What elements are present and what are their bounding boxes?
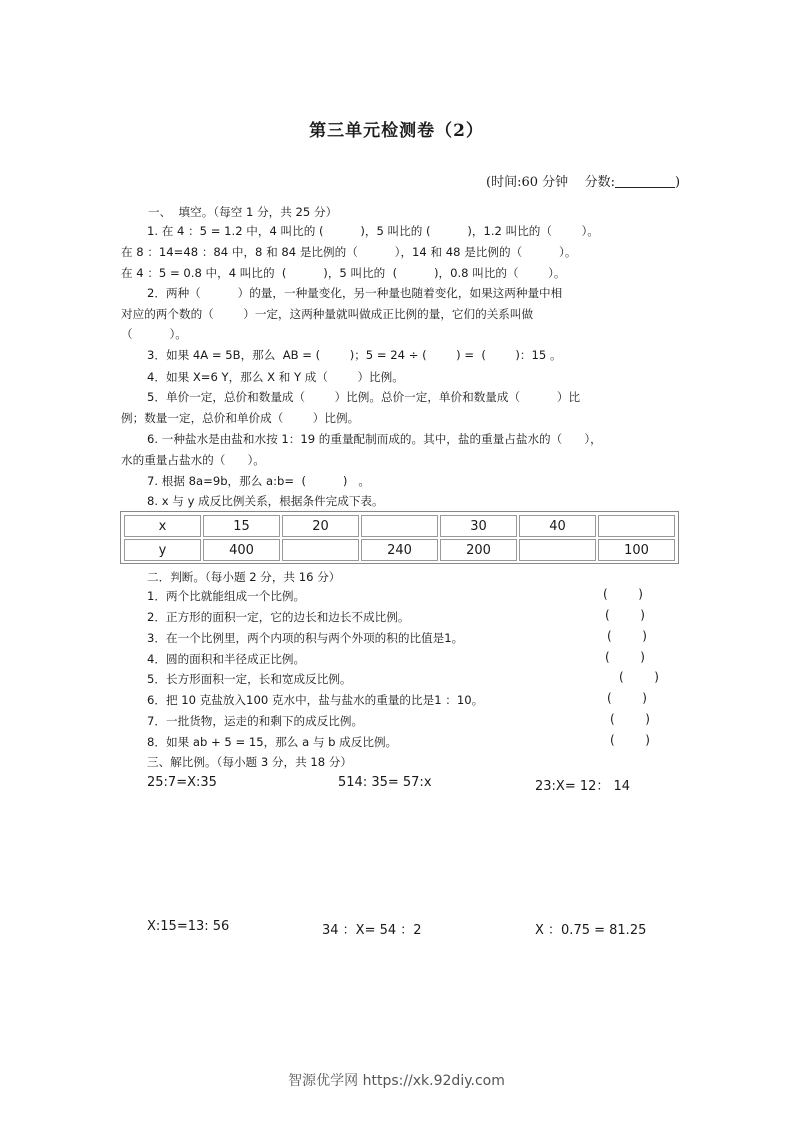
judge-answer-paren[interactable]: ( ) [610, 712, 650, 726]
page-title: 第三单元检测卷（2） [309, 121, 484, 141]
table-cell: 100 [598, 539, 675, 561]
table-cell: x [124, 515, 201, 537]
judge-answer-paren[interactable]: ( ) [605, 650, 645, 664]
section1-line: 3．如果 4A = 5B，那么 AB = ( )；5 = 24 ÷ ( ) = ( )：15 。 [147, 348, 562, 362]
equation: 23:X= 12： 14 [535, 779, 631, 794]
section1-line: 5．单价一定，总价和数量成（ ）比例。总价一定，单价和数量成（ ）比 [147, 390, 581, 404]
judge-item: 8．如果 ab + 5 = 15，那么 a 与 b 成反比例。 [147, 735, 398, 749]
section1-line: （ ）。 [121, 327, 187, 341]
equation: X:15=13: 56 [147, 919, 230, 934]
section1-line: 在 4 ：5 = 0.8 中，4 叫比的 ( )，5 叫比的 ( )，0.8 叫比的（ ）。 [121, 266, 566, 280]
equation: 514: 35= 57:x [338, 775, 432, 790]
section1-line: 4．如果 X=6 Y，那么 X 和 Y 成（ ）比例。 [147, 370, 404, 384]
time-info-prefix: (时间:60 分钟 分数: [486, 175, 616, 190]
table-cell: 30 [440, 515, 517, 537]
table-cell: 40 [519, 515, 596, 537]
section1-line: 1. 在 4 ：5 = 1.2 中，4 叫比的 ( )，5 叫比的 ( )，1.2 叫比的（ ）。 [147, 224, 599, 238]
judge-item: 3．在一个比例里，两个内项的积与两个外项的积的比值是1。 [147, 631, 464, 645]
section1-line: 6. 一种盐水是由盐和水按 1：19 的重量配制而成的。其中，盐的重量占盐水的（ ）， [147, 432, 602, 446]
section1-line: 在 8 ：14=48 ：84 中，8 和 84 是比例的（ ），14 和 48 是比例的（ ）。 [121, 245, 577, 259]
judge-item: 6．把 10 克盐放入100 克水中，盐与盐水的重量的比是1 ：10。 [147, 693, 484, 707]
judge-answer-paren[interactable]: ( ) [607, 691, 647, 705]
table-cell: 240 [361, 539, 438, 561]
section3-heading: 三、解比例。（每小题 3 分，共 18 分） [147, 755, 352, 769]
judge-answer-paren[interactable]: ( ) [603, 587, 643, 601]
equation: 25:7=X:35 [147, 775, 217, 790]
table-cell: 15 [203, 515, 280, 537]
judge-item: 2．正方形的面积一定，它的边长和边长不成比例。 [147, 610, 410, 624]
proportion-table [120, 511, 679, 564]
section1-line: 例；数量一定，总价和单价成（ ）比例。 [121, 411, 360, 425]
judge-item: 1．两个比就能组成一个比例。 [147, 589, 306, 603]
table-cell[interactable] [519, 539, 596, 561]
equation: X ：0.75 = 81.25 [535, 923, 647, 938]
section1-line: 8. x 与 y 成反比例关系，根据条件完成下表。 [147, 494, 384, 508]
table-cell[interactable] [282, 539, 359, 561]
judge-answer-paren[interactable]: ( ) [607, 629, 647, 643]
score-blank [615, 174, 675, 188]
time-info-suffix: ) [675, 175, 681, 190]
table-cell[interactable] [598, 515, 675, 537]
table-cell: 20 [282, 515, 359, 537]
judge-item: 7．一批货物，运走的和剩下的成反比例。 [147, 714, 364, 728]
section1-heading: 一、 填空。（每空 1 分，共 25 分） [148, 205, 338, 219]
table-row [124, 539, 675, 561]
judge-answer-paren[interactable]: ( ) [610, 733, 650, 747]
judge-item: 5．长方形面积一定，长和宽成反比例。 [147, 672, 352, 686]
section1-line: 水的重量占盐水的（ ）。 [121, 453, 265, 467]
table-cell[interactable] [361, 515, 438, 537]
section1-line: 对应的两个数的（ ）一定，这两种量就叫做成正比例的量，它们的关系叫做 [121, 307, 534, 321]
table-cell: 200 [440, 539, 517, 561]
judge-answer-paren[interactable]: ( ) [605, 608, 645, 622]
table-cell: 400 [203, 539, 280, 561]
footer-watermark: 智源优学网 https://xk.92diy.com [288, 1073, 505, 1089]
section1-line: 2．两种（ ）的量，一种量变化，另一种量也随着变化，如果这两种量中相 [147, 286, 563, 300]
judge-answer-paren[interactable]: ( ) [619, 670, 659, 684]
table-row [124, 515, 675, 537]
section1-line: 7. 根据 8a=9b，那么 a:b= ( ) 。 [147, 474, 371, 488]
equation: 34 ：X= 54 ：2 [322, 923, 422, 938]
judge-item: 4．圆的面积和半径成正比例。 [147, 652, 306, 666]
time-score-info [486, 171, 680, 190]
table-cell: y [124, 539, 201, 561]
section2-heading: 二．判断。（每小题 2 分，共 16 分） [147, 570, 341, 584]
